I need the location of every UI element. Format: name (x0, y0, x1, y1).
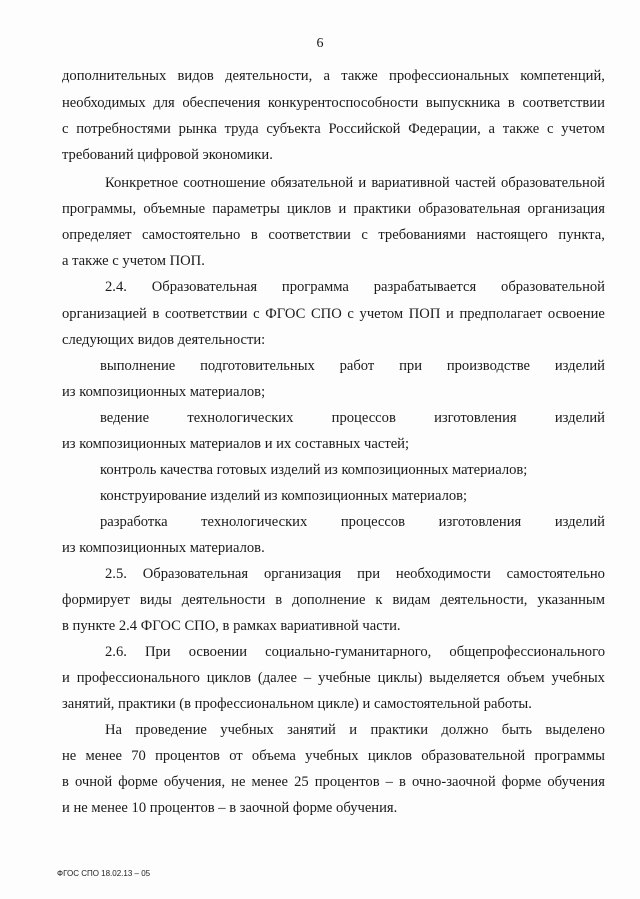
word: должно (441, 722, 489, 738)
word: при (399, 358, 423, 374)
text-line: а также с учетом ПОП. (62, 253, 205, 269)
text-line: и не менее 10 процентов – в заочной форме обучения. (62, 800, 398, 816)
word: необходимых (62, 95, 146, 111)
word: деятельности, (225, 68, 313, 84)
word: организация (527, 201, 605, 217)
word: менее (251, 774, 288, 790)
word: учебных (220, 722, 274, 738)
word: а (488, 121, 496, 137)
word: и (446, 306, 454, 322)
text-line (62, 669, 605, 687)
text-line: следующих видов деятельности: (62, 332, 266, 348)
word: с (253, 306, 260, 322)
word: организация (263, 566, 342, 582)
word: соотношение (183, 175, 266, 191)
word: менее (85, 748, 123, 764)
word: объемные (143, 201, 206, 217)
word: циклов (206, 670, 251, 686)
word: к (375, 592, 383, 608)
word: также (502, 121, 540, 137)
word: выполнение (100, 358, 176, 374)
word: потребностями (76, 121, 171, 137)
word: обязательной (270, 175, 354, 191)
word: образовательной (501, 279, 605, 295)
word: настоящего (476, 227, 548, 243)
word: 25 (294, 774, 309, 790)
word: изготовления (434, 410, 517, 426)
word: подготовительных (200, 358, 315, 374)
word: предполагает (459, 306, 543, 322)
word: выделяется (429, 670, 501, 686)
word: циклов (287, 201, 332, 217)
word: образовательной (500, 175, 605, 191)
word: выпускника (425, 95, 501, 111)
word: ПОП (408, 306, 441, 322)
text-line (62, 226, 605, 244)
word: программы, (62, 201, 137, 217)
text-line (105, 278, 605, 296)
word: пункта, (558, 227, 605, 243)
word: производстве (446, 358, 531, 374)
word: обучения, (163, 774, 226, 790)
word: деятельности, (440, 592, 528, 608)
text-line: в пункте 2.4 ФГОС СПО, в рамках вариативной части. (62, 618, 401, 634)
word: ФГОС (265, 306, 306, 322)
word: форме (501, 774, 542, 790)
text-line: конструирование изделий из композиционных материалов; (100, 488, 468, 504)
word: (далее (257, 670, 298, 686)
text-line (105, 174, 605, 192)
word: освоение (547, 306, 605, 322)
text-line (62, 120, 605, 138)
word: 2.6. (105, 644, 127, 660)
text-line (105, 721, 605, 739)
word: вариативной (371, 175, 450, 191)
word: очной (74, 774, 113, 790)
word: частей (454, 175, 496, 191)
word: 2.5. (105, 566, 127, 582)
word: практики (353, 201, 412, 217)
word: общепрофессионального (449, 644, 605, 660)
word: разработка (100, 514, 168, 530)
word: учебные (318, 670, 371, 686)
word: Образовательная (151, 279, 258, 295)
word: изготовления (438, 514, 522, 530)
word: обучения (547, 774, 605, 790)
word: и (358, 175, 367, 191)
word: 70 (131, 748, 146, 764)
footer-code: ФГОС СПО 18.02.13 – 05 (57, 869, 151, 878)
word: соответствии (522, 95, 605, 111)
word: процентов (155, 748, 220, 764)
word: Федерации, (408, 121, 481, 137)
word: а (323, 68, 331, 84)
text-line (100, 357, 605, 375)
word: от (229, 748, 243, 764)
word: изделий (554, 410, 605, 426)
word: очно-заочной (411, 774, 496, 790)
word: образовательной (421, 748, 526, 764)
word: учетом (561, 121, 605, 137)
word: освоении (188, 644, 248, 660)
word: указанным (537, 592, 605, 608)
word: необходимости (395, 566, 491, 582)
word: Образовательная (142, 566, 249, 582)
word: организацией (62, 306, 147, 322)
word: процентов (314, 774, 380, 790)
word: проведение (135, 722, 207, 738)
word: работ (339, 358, 375, 374)
word: деятельности (181, 592, 266, 608)
word: также (341, 68, 378, 84)
word: выделено (545, 722, 605, 738)
word: учебных (551, 670, 605, 686)
word: объем (506, 670, 545, 686)
word: и (62, 670, 70, 686)
word: при (357, 566, 381, 582)
word: самостоятельно (142, 227, 241, 243)
word: образовательная (418, 201, 521, 217)
word: субъекта (266, 121, 321, 137)
word: видов (177, 68, 214, 84)
word: быть (501, 722, 533, 738)
word: обеспечения (182, 95, 261, 111)
word: видам (392, 592, 431, 608)
word: в (250, 227, 258, 243)
text-line (105, 565, 605, 583)
text-line (62, 591, 605, 609)
word: – (385, 774, 393, 790)
word: рынка (178, 121, 217, 137)
word: не (231, 774, 246, 790)
word: изделий (554, 514, 605, 530)
word: циклов (367, 748, 413, 764)
text-line: из композиционных материалов. (62, 540, 265, 556)
word: разрабатывается (373, 279, 477, 295)
text-line: контроль качества готовых изделий из композиционных материалов; (100, 462, 528, 478)
word: определяет (62, 227, 132, 243)
text-line: занятий, практики (в профессиональном цикле) и самостоятельной работы. (62, 696, 532, 712)
word: формирует (62, 592, 130, 608)
word: объема (251, 748, 296, 764)
word: учетом (359, 306, 404, 322)
word: с (347, 306, 354, 322)
word: СПО (310, 306, 342, 322)
text-line (105, 643, 605, 661)
word: параметры (212, 201, 280, 217)
text-line: из композиционных материалов; (62, 384, 266, 400)
text-line (62, 94, 605, 112)
word: для (153, 95, 175, 111)
word: профессионального (76, 670, 200, 686)
word: конкурентоспособности (267, 95, 419, 111)
word: в (275, 592, 283, 608)
page-number: 6 (316, 36, 324, 51)
word: процессов (340, 514, 406, 530)
word: соответствии (268, 227, 351, 243)
word: – (303, 670, 312, 686)
text-line: требований цифровой экономики. (62, 147, 273, 163)
word: 2.4. (105, 279, 127, 295)
word: изделий (554, 358, 605, 374)
word: с (361, 227, 368, 243)
word: На (105, 722, 123, 738)
word: с (547, 121, 554, 137)
word: в (507, 95, 515, 111)
word: практики (370, 722, 429, 738)
word: дополнительных (62, 68, 167, 84)
word: программы (534, 748, 605, 764)
word: соответствии (165, 306, 248, 322)
text-line (62, 67, 605, 85)
word: виды (139, 592, 172, 608)
word: требованиями (378, 227, 466, 243)
text-line (100, 409, 605, 427)
word: процессов (331, 410, 396, 426)
text-line (62, 305, 605, 323)
word: компетенций, (520, 68, 605, 84)
word: технологических (187, 410, 294, 426)
word: форме (118, 774, 158, 790)
word: не (62, 748, 77, 764)
word: технологических (201, 514, 308, 530)
word: труда (224, 121, 259, 137)
word: в (399, 774, 406, 790)
word: учебных (305, 748, 359, 764)
word: с (62, 121, 69, 137)
word: профессиональных (389, 68, 510, 84)
word: ведение (100, 410, 150, 426)
word: в (62, 774, 69, 790)
text-line (62, 200, 605, 218)
word: социально-гуманитарного, (265, 644, 432, 660)
text-line (62, 773, 605, 791)
word: дополнение (292, 592, 366, 608)
word: циклы) (377, 670, 423, 686)
word: занятий (287, 722, 336, 738)
word: самостоятельно (506, 566, 605, 582)
word: При (144, 644, 171, 660)
text-line (62, 747, 605, 765)
word: Конкретное (105, 175, 179, 191)
text-line (100, 513, 605, 531)
word: и (349, 722, 358, 738)
word: программа (281, 279, 349, 295)
word: и (338, 201, 347, 217)
word: Российской (328, 121, 401, 137)
text-line: из композиционных материалов и их составных частей; (62, 436, 410, 452)
word: в (152, 306, 160, 322)
